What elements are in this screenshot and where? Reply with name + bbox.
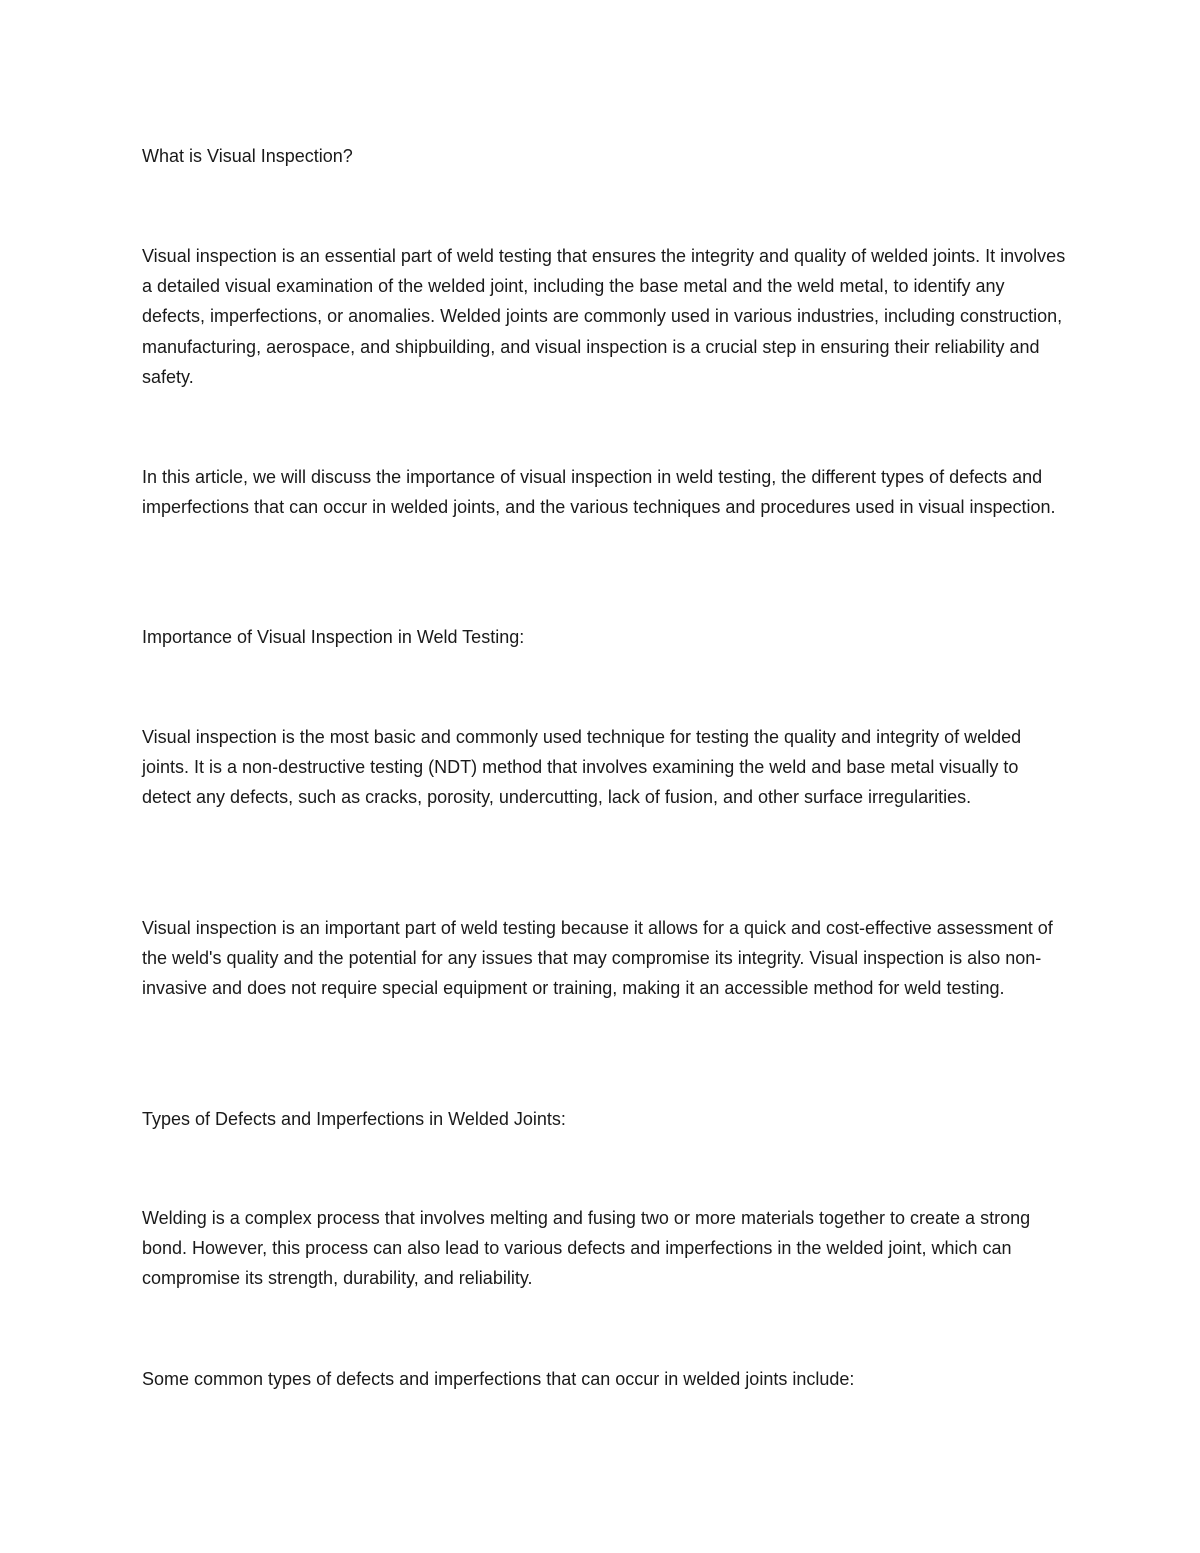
heading-types-of-defects: Types of Defects and Imperfections in Welded Joints: [142,1109,566,1129]
paragraph-common-types: Some common types of defects and imperfections that can occur in welded joints include: [142,1369,855,1389]
paragraph-welding-process: Welding is a complex process that involves melting and fusing two or more materials together to create a strong bond. However, this process can also lead to various defects and imperfections in the welded joint, which can compromise its strength, durability, and reliability. [142,1208,1031,1289]
heading-what-is-visual-inspection: What is Visual Inspection? [142,146,353,166]
paragraph-intro: Visual inspection is an essential part of weld testing that ensures the integrity and quality of welded joints. It involves a detailed visual examination of the welded joint, including the base metal and the weld metal, to identify any defects, imperfections, or anomalies. Welded joints are commonly used in various industries, including construction, manufacturing, aerospace, and shipbuilding, and visual inspection is a crucial step in ensuring their reliability and safety. [142,246,1066,387]
paragraph-cost-effective: Visual inspection is an important part of weld testing because it allows for a quick and cost-effective assessment of the weld's quality and the potential for any issues that may compromise its integrity. Visual inspection is also non-invasive and does not require special equipment or training, making it an accessible method for weld testing. [142,918,1053,999]
paragraph-article-overview: In this article, we will discuss the importance of visual inspection in weld testing, the different types of defects and imperfections that can occur in welded joints, and the various techniques and procedures used in visual inspection. [142,467,1056,518]
heading-importance: Importance of Visual Inspection in Weld Testing: [142,627,525,647]
paragraph-basic-technique: Visual inspection is the most basic and commonly used technique for testing the quality and integrity of welded joints. It is a non-destructive testing (NDT) method that involves examining the weld and base metal visually to detect any defects, such as cracks, porosity, undercutting, lack of fusion, and other surface irregularities. [142,727,1022,808]
